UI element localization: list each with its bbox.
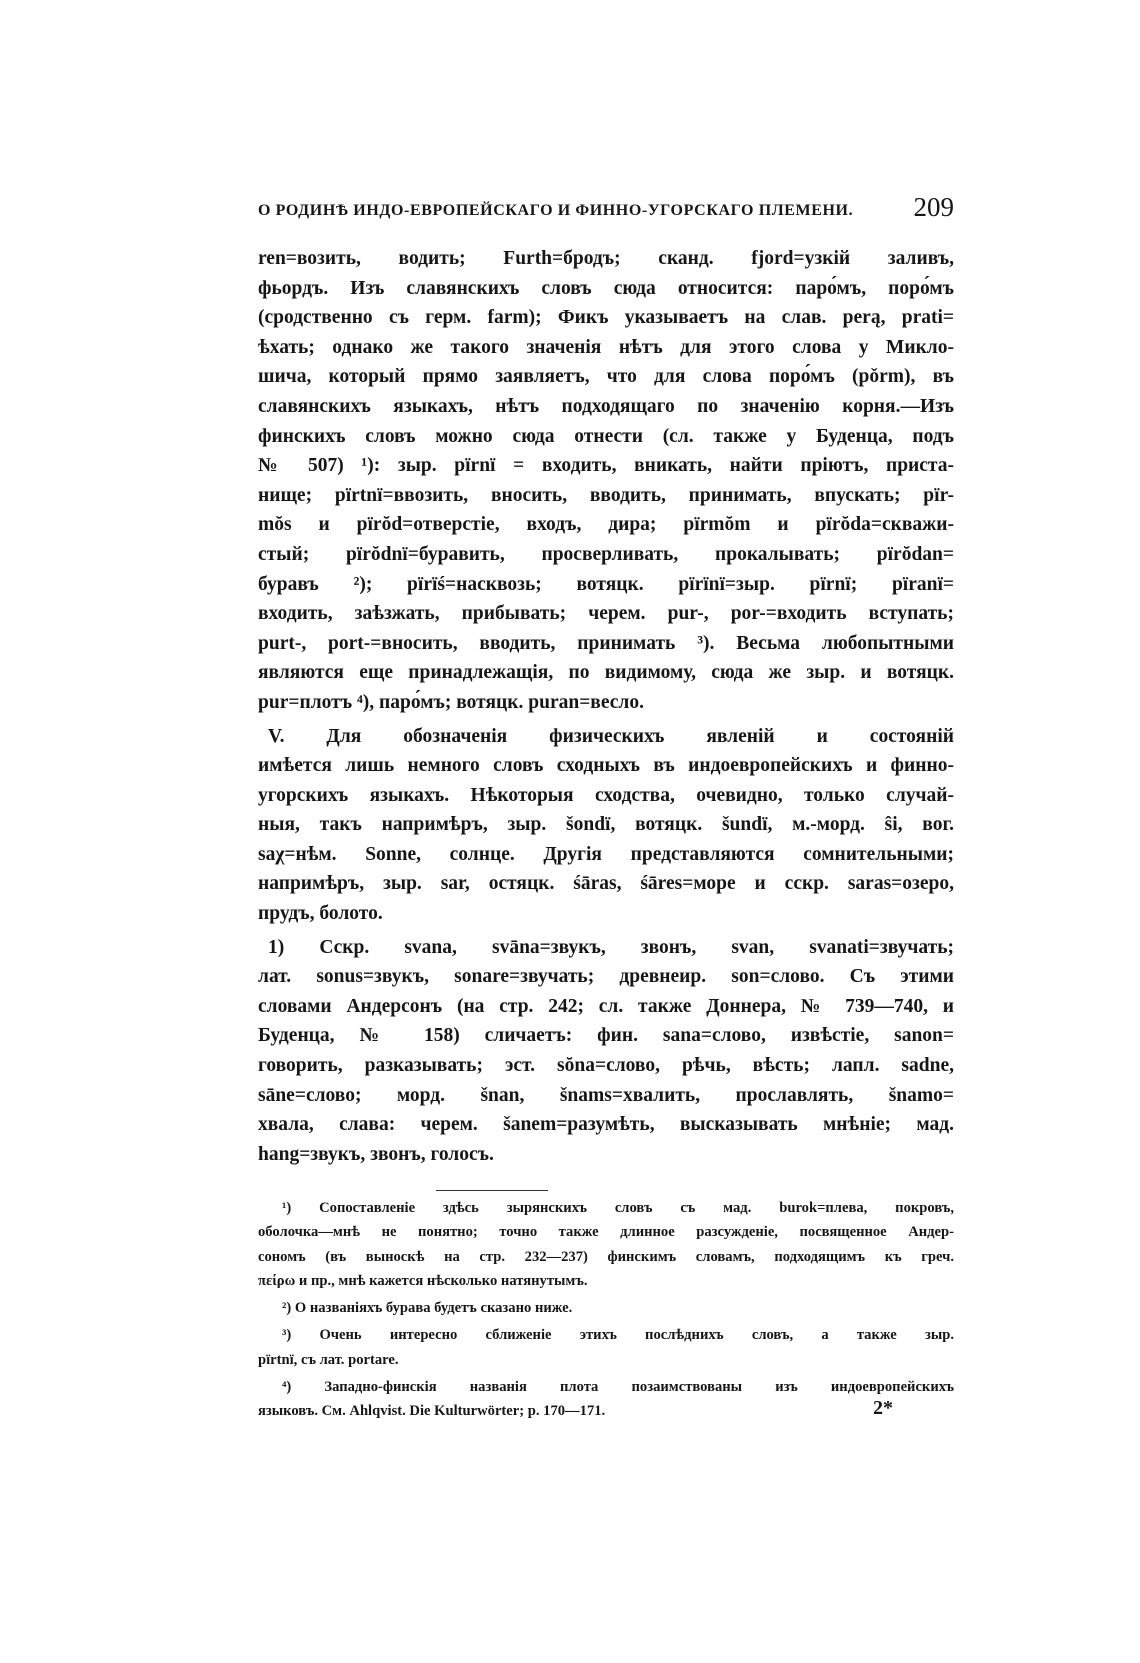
text-line: хвала, слава: черем. šanem=разумѣть, высказывать мнѣніе; мад. (258, 1114, 954, 1136)
text-line: славянскихъ языкахъ, нѣтъ подходящаго по значенію корня.—Изъ (258, 395, 954, 417)
text-line: говорить, разказывать; эст. sŏna=слово, рѣчь, вѣсть; лапл. sadne, (258, 1055, 954, 1077)
footnote-line: ¹) Сопоставленіе здѣсь зырянскихъ словъ съ мад. burok=плева, покровъ, (282, 1200, 954, 1216)
text-line: saχ=нѣм. Sonne, солнце. Другія представляются сомнительными; (258, 843, 954, 865)
text-line: V. Для обозначенія физическихъ явленій и состояній (268, 725, 954, 747)
text-line: ныя, такъ напримѣръ, зыр. šondï, вотяцк. šundï, м.-морд. ŝi, вог. (258, 814, 954, 836)
signature-mark: 2* (873, 1397, 893, 1419)
text-line: входить, заѣзжать, прибывать; черем. pur-, por-=входить вступать; (258, 603, 954, 625)
text-line: напримѣръ, зыр. sar, остяцк. śāras, śāres=море и сскр. saras=озеро, (258, 873, 954, 895)
footnote-line: ³) Очень интересно сближеніе этихъ послѣднихъ словъ, а также зыр. (282, 1327, 954, 1344)
text-line: ren=возить, водить; Furth=бродъ; сканд. fjord=узкій заливъ, (258, 248, 954, 269)
footnote-2 (258, 1296, 954, 1320)
text-line: прудъ, болото. (258, 903, 383, 925)
footnote-line: языковъ. См. Ahlqvist. Die Kulturwörter; p. 170—171. (258, 1403, 606, 1420)
paragraph-1 (258, 244, 954, 718)
footnotes (258, 1196, 954, 1424)
footnote-line: ⁴) Западно-финскія названія плота позаимствованы изъ индоевропейскихъ (282, 1379, 954, 1396)
text-line: лат. sonus=звукъ, sonare=звучать; древнеир. son=слово. Съ этими (258, 966, 954, 988)
text-line: имѣется лишь немного словъ сходныхъ въ индоевропейскихъ и финно- (258, 755, 954, 777)
page-number: 209 (913, 192, 954, 222)
text-line: являются еще принадлежащія, по видимому, сюда же зыр. и вотяцк. (258, 662, 954, 684)
text-line: фьордъ. Изъ славянскихъ словъ сюда относится: паро́мъ, поро́мъ (258, 277, 954, 299)
text-line: нище; pïrtnï=ввозить, вносить, вводить, принимать, впускать; pïr- (258, 484, 954, 506)
footnote-line: оболочка—мнѣ не понятно; точно также длинное разсужденіе, посвященное Андер- (258, 1224, 954, 1241)
footnote-line: сономъ (въ выноскѣ на стр. 232—237) финскимъ словамъ, подходящимъ къ греч. (258, 1248, 954, 1265)
text-line: ѣхать; однако же такого значенія нѣтъ для этого слова у Миклo- (258, 336, 954, 358)
text-line: шича, который прямо заявляетъ, что для слова поро́мъ (pǒrm), въ (258, 366, 954, 388)
footnote-4 (258, 1375, 954, 1424)
footnote-1 (258, 1196, 954, 1293)
text-line: 1) Сскр. svana, svāna=звукъ, звонъ, svan, svanati=звучать; (268, 936, 954, 958)
footnote-line: ²) О названіяхъ бурава будетъ сказано ниже. (282, 1300, 573, 1317)
text-line: mŏs и pïrŏd=отверстіе, входъ, дира; pïrmŏm и pïrŏda=скважи- (258, 514, 954, 536)
text-line: буравъ ²); pïrïś=насквозь; вотяцк. pïrïnï=зыр. pïrnï; pïranï= (258, 573, 954, 595)
text-line: pur=плотъ ⁴), паро́мъ; вотяцк. puran=весло. (258, 691, 644, 713)
main-text (258, 244, 954, 1169)
footnote-line: πείρω и пр., мнѣ кажется нѣсколько натянутымъ. (258, 1272, 588, 1289)
footnote-divider (436, 1190, 548, 1191)
text-line: угорскихъ языкахъ. Нѣкоторыя сходства, очевидно, только случай- (258, 784, 954, 806)
page-header (258, 190, 954, 230)
text-line: (сродственно съ герм. farm); Фикъ указываетъ на слав. perą, prati= (258, 307, 954, 329)
running-title: О РОДИНѢ ИНДО-ЕВРОПЕЙСКАГО И ФИННО-УГОРСКАГО ПЛЕМЕНИ. (258, 202, 854, 219)
footnote-3 (258, 1323, 954, 1372)
text-line: словами Андерсонъ (на стр. 242; сл. также Доннера, № 739—740, и (258, 995, 954, 1017)
text-line: № 507) ¹): зыр. pïrnï = входить, вникать, найти пріютъ, приста- (258, 455, 954, 477)
text-line: sāne=слово; морд. šnan, šnams=хвалить, прославлять, šnamo= (258, 1084, 954, 1106)
text-line: финскихъ словъ можно сюда отнести (сл. также у Буденца, подъ (258, 425, 954, 447)
text-line: hang=звукъ, звонъ, голосъ. (258, 1143, 494, 1165)
text-line: стый; pïrŏdnï=буравить, просверливать, прокалывать; pïrŏdan= (258, 543, 954, 565)
paragraph-3 (258, 933, 954, 1170)
paragraph-2 (258, 722, 954, 929)
footnote-line: pïrtnï, съ лат. portare. (258, 1351, 399, 1368)
text-line: Буденца, № 158) сличаетъ: фин. sana=слово, извѣстіе, sanon= (258, 1025, 954, 1047)
text-line: purt-, port-=вносить, вводить, принимать ³). Весьма любопытными (258, 632, 954, 654)
